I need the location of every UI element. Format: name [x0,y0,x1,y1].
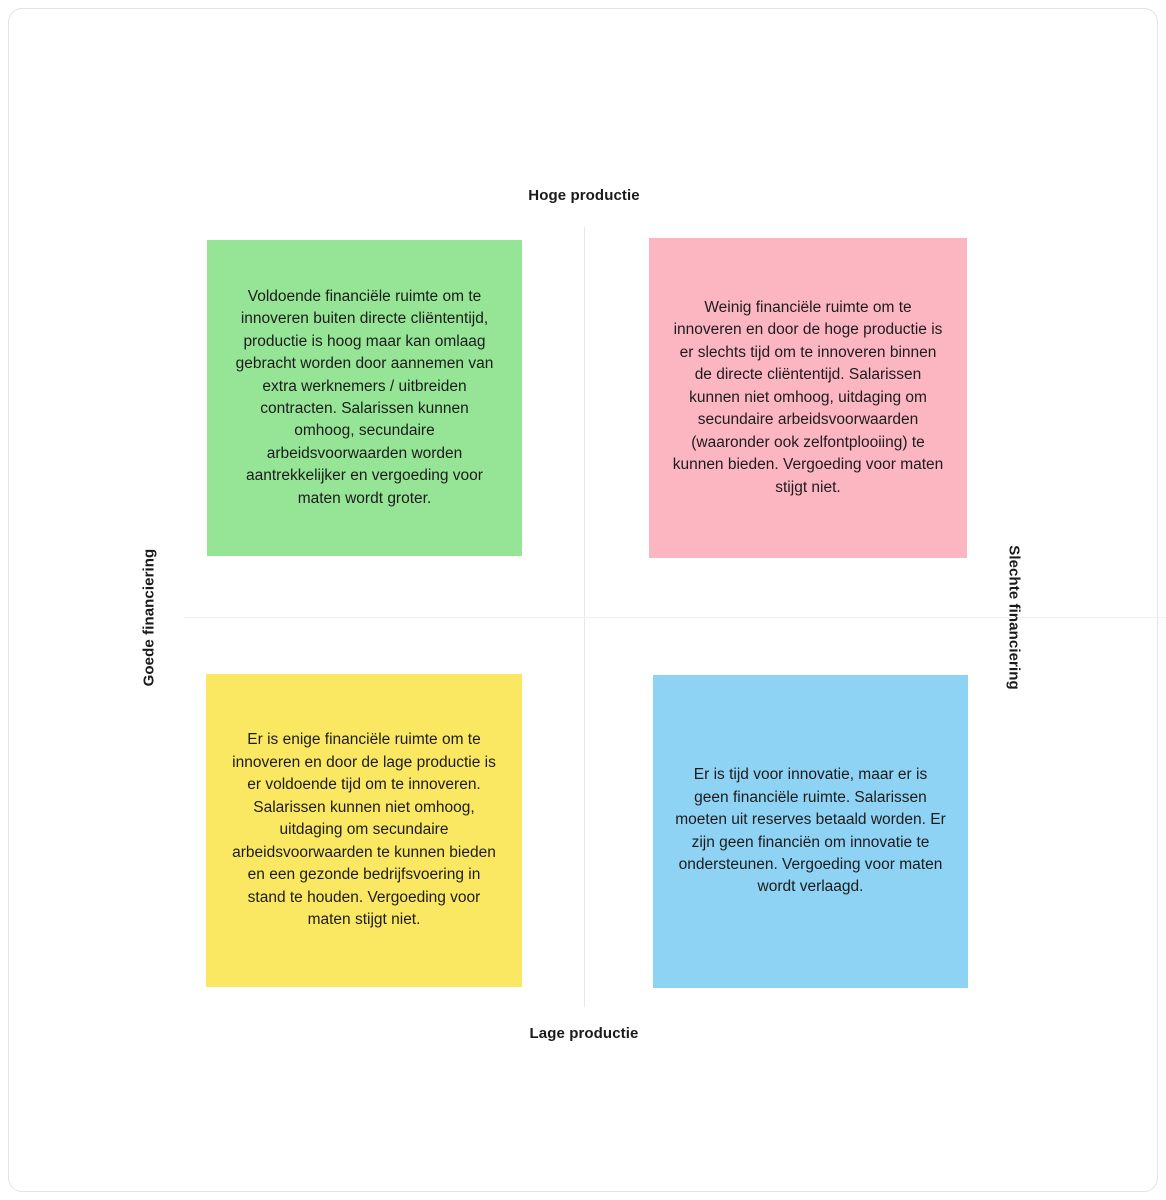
diagram-frame [8,8,1158,1192]
quadrant-bottom-left-text: Er is enige financiële ruimte om te innoveren en door de lage productie is er voldoende tijd om te innoveren. Salarissen kunnen niet omhoog, uitdaging om secundaire arbeidsvoorwaarden te kunnen bieden en een gezonde bedrijfsvoering in stand te houden. Vergoeding voor maten stijgt niet. [232,731,496,929]
quadrant-top-right[interactable] [649,238,967,558]
quadrant-bottom-right-text: Er is tijd voor innovatie, maar er is geen financiële ruimte. Salarissen moeten uit reserves betaald worden. Er zijn geen financiën om innovatie te ondersteunen. Vergoeding voor maten wordt verlaagd. [675,766,946,896]
axis-label-top: Hoge productie [528,187,640,204]
axis-label-left: Goede financiering [140,548,158,687]
quadrant-bottom-right[interactable] [653,675,968,988]
quadrant-top-left[interactable] [207,240,522,556]
quadrant-bottom-left[interactable] [206,674,522,987]
quadrant-top-right-text: Weinig financiële ruimte om te innoveren en door de hoge productie is er slechts tijd om te innoveren binnen de directe cliëntentijd. Salarissen kunnen niet omhoog, uitdaging om secundaire arbeidsvoorwaarden (waaronder ook zelfontplooiing) te kunnen bieden. Vergoeding voor maten stijgt niet. [672,298,944,496]
axis-label-bottom: Lage productie [529,1025,639,1042]
quadrant-top-left-text: Voldoende financiële ruimte om te innoveren buiten directe cliëntentijd, productie is hoog maar kan omlaag gebracht worden door aannemen van extra werknemers / uitbreiden contracten. Salarissen kunnen omhoog, secundaire arbeidsvoorwaarden worden aantrekkelijker en vergoeding voor maten wordt groter. [235,287,494,507]
axis-label-right: Slechte financiering [1005,545,1023,690]
